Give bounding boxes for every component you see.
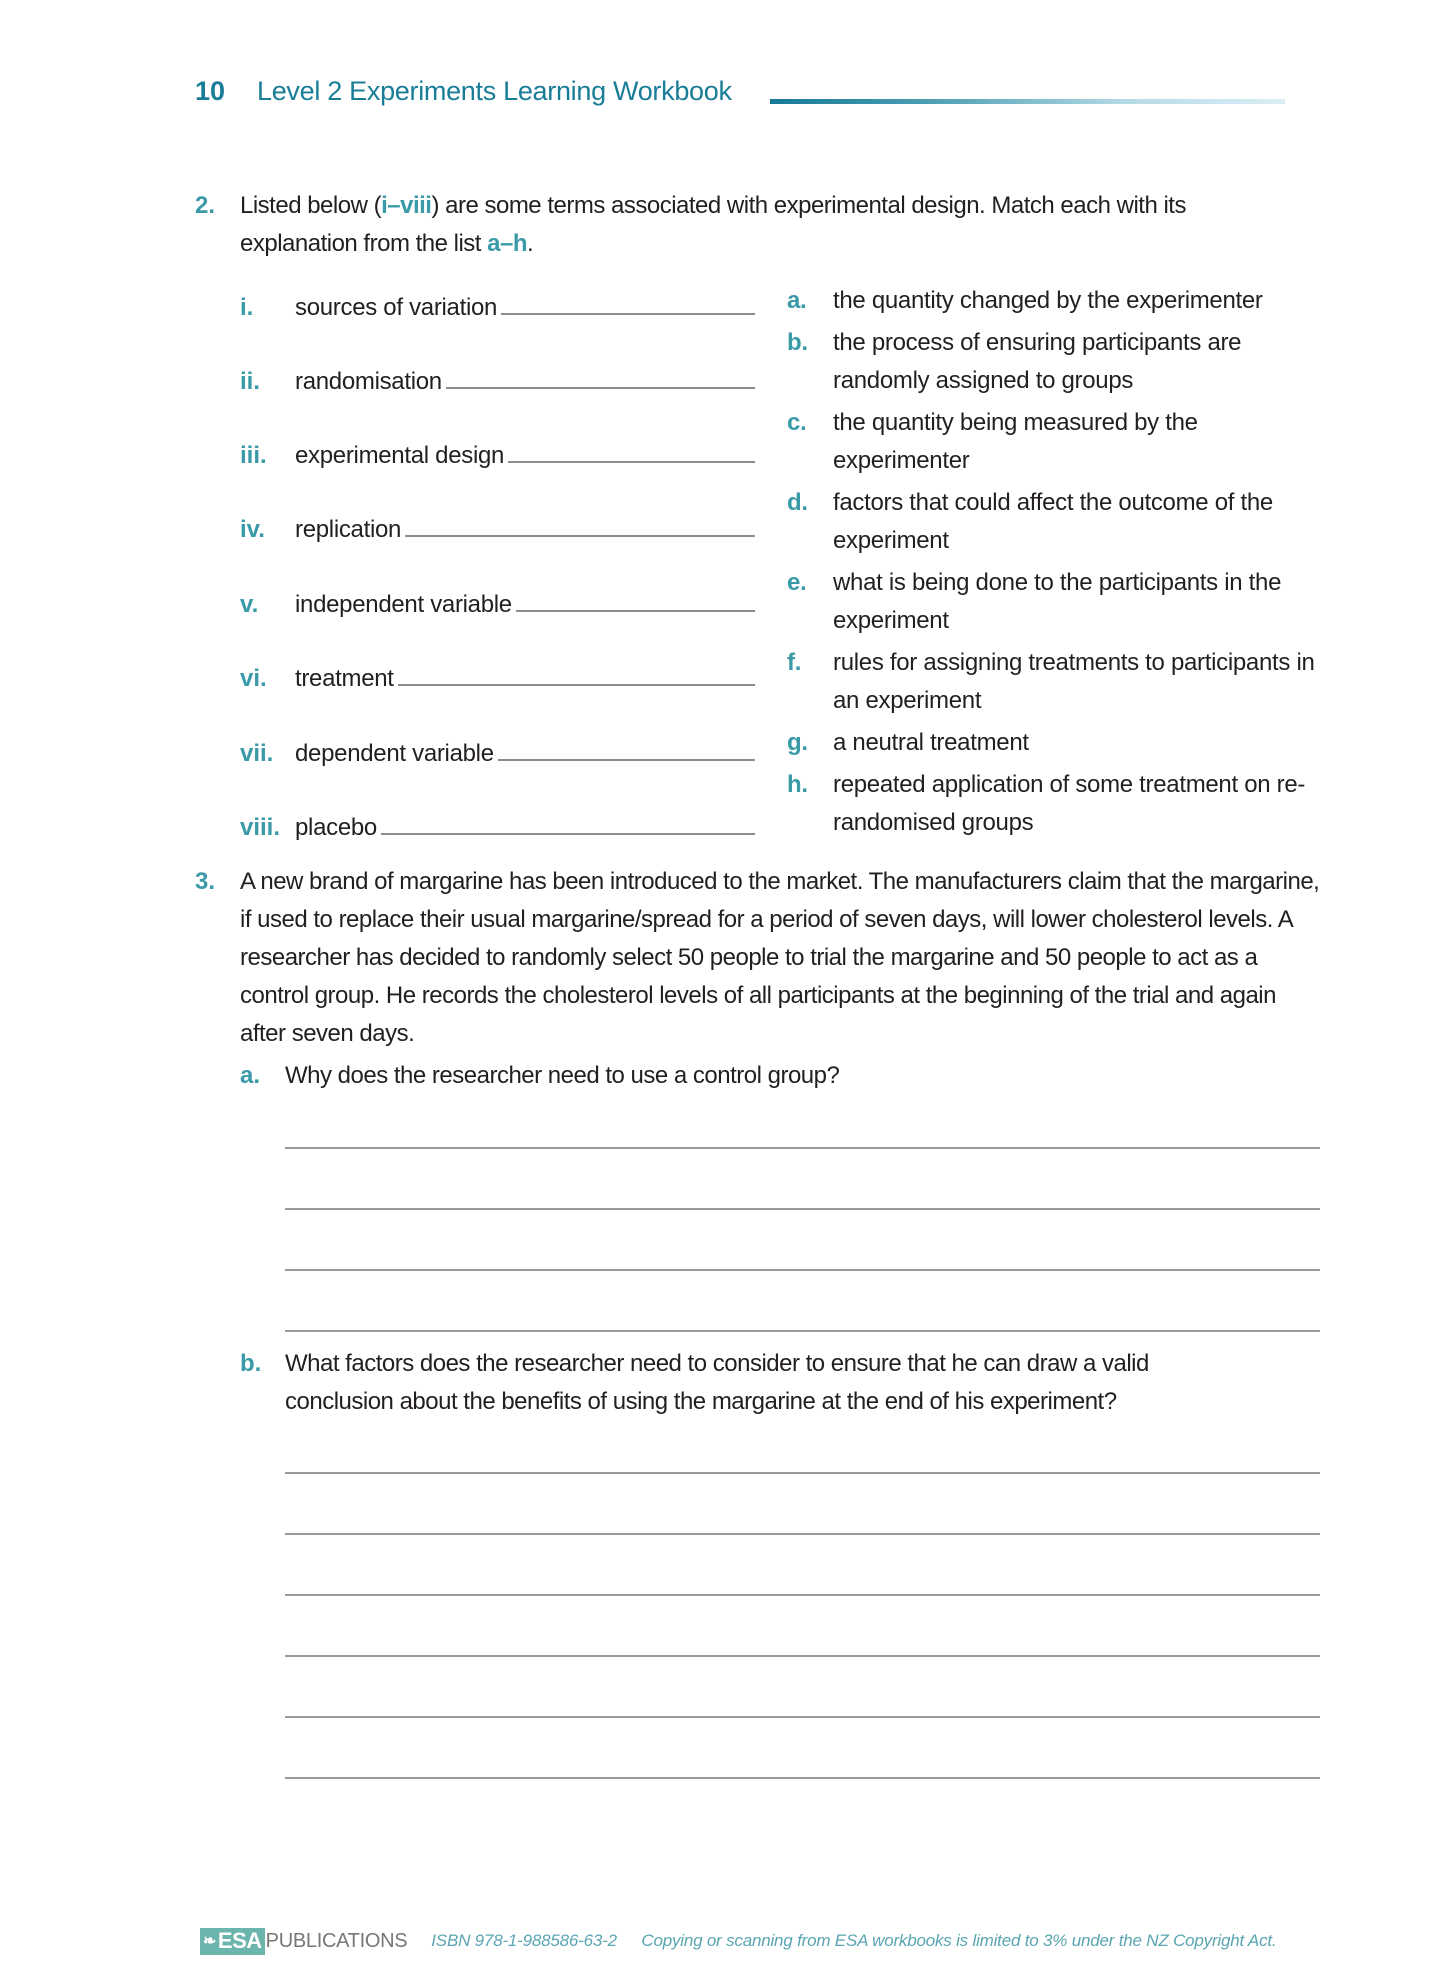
question-3-text: A new brand of margarine has been introduced to the market. The manufacturers claim that the margarine, if used to replace their usual margarine/spread for a period of seven days, will lower cholesterol levels. A researcher has decided to randomly select 50 people to trial the margarine and 50 people to act as a control group. He records the cholesterol levels of all participants at the beginning of the trial and again after seven days. bbox=[240, 868, 1320, 1047]
term-row bbox=[240, 282, 755, 322]
question-2-prompt bbox=[195, 187, 1335, 263]
definition-text: repeated application of some treatment on re-randomised groups bbox=[833, 771, 1306, 836]
definitions-range: a–h bbox=[487, 230, 527, 257]
definition-letter: a. bbox=[787, 287, 807, 314]
definition-letter: c. bbox=[787, 409, 807, 436]
term-row bbox=[240, 802, 755, 842]
term-number: vii. bbox=[240, 740, 274, 767]
definition-item bbox=[787, 484, 1327, 560]
definition-letter: d. bbox=[787, 489, 808, 516]
definition-text: the process of ensuring participants are randomly assigned to groups bbox=[833, 329, 1242, 394]
definition-item bbox=[787, 564, 1327, 640]
term-row bbox=[240, 356, 755, 396]
answer-blank[interactable] bbox=[498, 759, 755, 761]
terms-range: i–viii bbox=[381, 192, 432, 219]
term-label: independent variable bbox=[295, 591, 512, 618]
question-3a bbox=[240, 1057, 1330, 1095]
definition-item bbox=[787, 282, 1327, 320]
answer-line[interactable] bbox=[285, 1716, 1320, 1718]
term-number: vi. bbox=[240, 665, 267, 692]
definition-letter: g. bbox=[787, 729, 808, 756]
term-label: randomisation bbox=[295, 368, 442, 395]
term-row bbox=[240, 430, 755, 470]
publisher-name: PUBLICATIONS bbox=[265, 1929, 408, 1952]
part-letter: b. bbox=[240, 1350, 262, 1377]
term-label: dependent variable bbox=[295, 740, 494, 767]
answer-line[interactable] bbox=[285, 1330, 1320, 1332]
definition-text: what is being done to the participants in the experiment bbox=[833, 569, 1282, 634]
answer-blank[interactable] bbox=[398, 684, 755, 686]
definition-item bbox=[787, 724, 1327, 762]
answer-blank[interactable] bbox=[516, 610, 755, 612]
answer-blank[interactable] bbox=[501, 313, 755, 315]
answer-line[interactable] bbox=[285, 1472, 1320, 1474]
term-row bbox=[240, 653, 755, 693]
part-letter: a. bbox=[240, 1062, 261, 1089]
part-a-text: Why does the researcher need to use a control group? bbox=[285, 1062, 840, 1089]
definition-letter: b. bbox=[787, 329, 808, 356]
term-label: replication bbox=[295, 516, 402, 543]
definitions-list bbox=[787, 282, 1327, 846]
term-row bbox=[240, 504, 755, 544]
term-number: iii. bbox=[240, 442, 267, 469]
page-header bbox=[195, 76, 732, 112]
answer-blank[interactable] bbox=[405, 535, 755, 537]
term-number: ii. bbox=[240, 368, 261, 395]
question-2-text: Listed below (i–viii) are some terms associated with experimental design. Match each with its explanation from the list a–h. bbox=[240, 192, 1186, 257]
term-number: iv. bbox=[240, 516, 265, 543]
definition-text: rules for assigning treatments to participants in an experiment bbox=[833, 649, 1315, 714]
part-b-text: What factors does the researcher need to consider to ensure that he can draw a valid conclusion about the benefits of using the margarine at the end of his experiment? bbox=[285, 1350, 1149, 1415]
definition-text: factors that could affect the outcome of the experiment bbox=[833, 489, 1273, 554]
term-row bbox=[240, 579, 755, 619]
term-label: experimental design bbox=[295, 442, 505, 469]
term-label: treatment bbox=[295, 665, 394, 692]
answer-line[interactable] bbox=[285, 1533, 1320, 1535]
question-number: 3. bbox=[195, 868, 216, 895]
definition-letter: f. bbox=[787, 649, 802, 676]
definition-text: the quantity changed by the experimenter bbox=[833, 287, 1263, 314]
term-label: placebo bbox=[295, 814, 377, 841]
answer-blank[interactable] bbox=[381, 833, 755, 835]
definition-item bbox=[787, 324, 1327, 400]
page-footer bbox=[200, 1926, 1276, 1956]
definition-item bbox=[787, 766, 1327, 842]
term-number: i. bbox=[240, 294, 254, 321]
isbn: ISBN 978-1-988586-63-2 bbox=[431, 1931, 617, 1950]
copyright-notice: Copying or scanning from ESA workbooks is limited to 3% under the NZ Copyright Act. bbox=[641, 1931, 1277, 1950]
footer-note bbox=[431, 1931, 1276, 1951]
answer-line[interactable] bbox=[285, 1777, 1320, 1779]
page-number: 10 bbox=[195, 76, 226, 106]
leaf-icon: ❧ bbox=[203, 1933, 216, 1950]
header-gradient-rule bbox=[770, 99, 1285, 104]
definition-text: the quantity being measured by the experimenter bbox=[833, 409, 1198, 474]
definition-item bbox=[787, 644, 1327, 720]
term-number: viii. bbox=[240, 814, 281, 841]
question-3 bbox=[195, 863, 1335, 1053]
answer-blank[interactable] bbox=[508, 461, 755, 463]
definition-item bbox=[787, 404, 1327, 480]
term-label: sources of variation bbox=[295, 294, 498, 321]
question-number: 2. bbox=[195, 192, 216, 219]
term-number: v. bbox=[240, 591, 259, 618]
definition-text: a neutral treatment bbox=[833, 729, 1029, 756]
answer-line[interactable] bbox=[285, 1594, 1320, 1596]
workbook-title: Level 2 Experiments Learning Workbook bbox=[257, 76, 732, 106]
answer-blank[interactable] bbox=[446, 387, 755, 389]
definition-letter: h. bbox=[787, 771, 808, 798]
term-row bbox=[240, 728, 755, 768]
answer-line[interactable] bbox=[285, 1208, 1320, 1210]
answer-line[interactable] bbox=[285, 1147, 1320, 1149]
definition-letter: e. bbox=[787, 569, 807, 596]
question-3b bbox=[240, 1345, 1290, 1421]
answer-line[interactable] bbox=[285, 1269, 1320, 1271]
esa-logo: ❧ ESA bbox=[200, 1928, 265, 1955]
answer-line[interactable] bbox=[285, 1655, 1320, 1657]
